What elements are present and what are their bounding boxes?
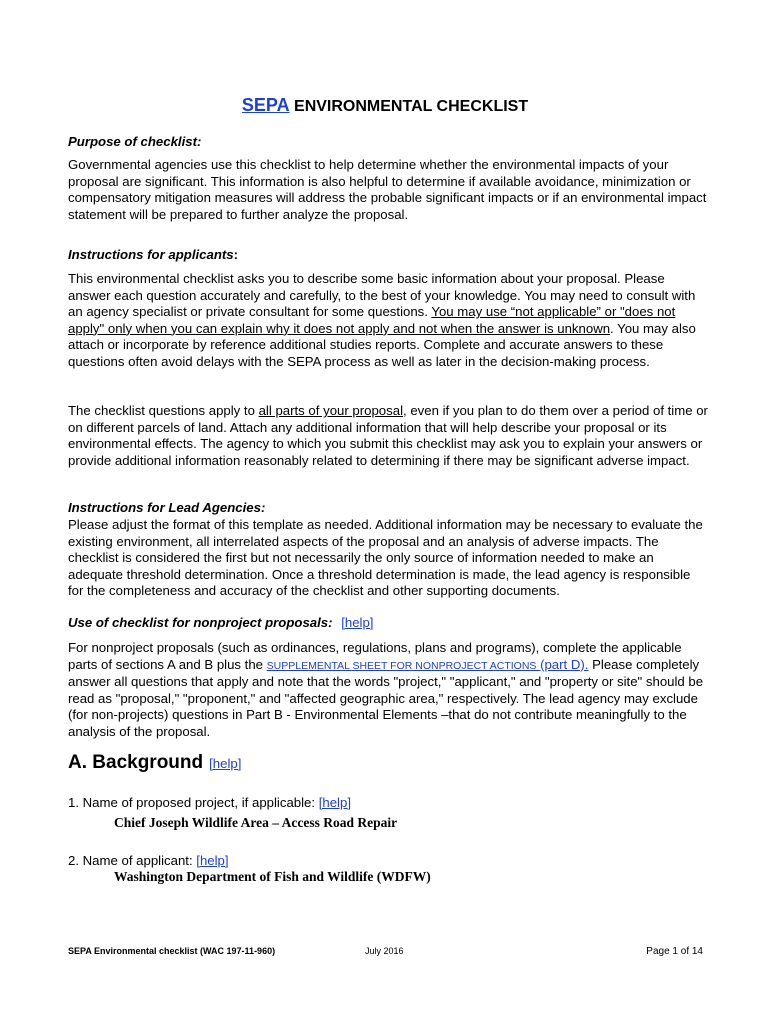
question-2-help-link[interactable]: [help] [196, 853, 229, 868]
question-2-answer: Washington Department of Fish and Wildlife (WDFW) [114, 869, 431, 884]
nonproject-heading: Use of checklist for nonproject proposals: [help] [68, 615, 374, 630]
question-1-answer: Chief Joseph Wildlife Area – Access Road Repair [114, 815, 398, 830]
all-parts-note: all parts of your proposal [258, 403, 403, 418]
question-1-help-link[interactable]: [help] [318, 795, 351, 810]
sepa-link[interactable]: SEPA [241, 95, 290, 115]
part-d-link[interactable]: (part D). [536, 656, 589, 672]
not-applicable-note: You may use “not applicable” or "does not apply" only when you can explain why it does not apply and not when the answer is unknown [68, 304, 676, 336]
footer-date: July 2016 [365, 946, 404, 956]
applicants-paragraph-2: The checklist questions apply to all parts of your proposal, even if you plan to do them over a period of time or on different parcels of land. Attach any additional information that will help describe your proposal or its environmental effects. The agency to which you submit this checklist may ask you to explain your answers or provide additional information reasonably related to determining if there may be significant adverse impact. [68, 403, 708, 468]
purpose-heading: Purpose of checklist: [68, 134, 202, 149]
section-a-help-link[interactable]: [help] [209, 756, 242, 771]
supplemental-sheet-link[interactable]: SUPPLEMENTAL SHEET FOR NONPROJECT ACTIONS [266, 659, 537, 672]
purpose-body: Governmental agencies use this checklist to help determine whether the environmental impacts of your proposal are significant. This information is also helpful to determine if available avoidance, minimization or compensatory mitigation measures will address the probable significant impacts or if an environmental impact statement will be prepared to further analyze the proposal. [68, 157, 707, 222]
applicants-paragraph-1: This environmental checklist asks you to describe some basic information about your proposal. Please answer each question accurately and carefully, to the best of your knowledge. You may need to consult with an agency specialist or private consultant for some questions. You may use “not applicable” or "does not apply" only when you can explain why it does not apply and not when the answer is unknown. You may also attach or incorporate by reference additional studies reports. Complete and accurate answers to these questions often avoid delays with the SEPA process as well as later in the decision-making process. [68, 271, 696, 369]
question-2: 2. Name of applicant: [help] [68, 853, 229, 868]
nonproject-help-link[interactable]: [help] [341, 615, 374, 630]
footer-form-id: SEPA Environmental checklist (WAC 197-11-960) [68, 946, 276, 956]
lead-agencies-body: Please adjust the format of this template as needed. Additional information may be necessary to evaluate the existing environment, all interrelated aspects of the proposal and an analysis of adverse impacts. The checklist is considered the first but not necessarily the only source of information needed to make an adequate threshold determination. Once a threshold determination is made, the lead agency is responsible for the completeness and accuracy of the checklist and other supporting documents. [68, 517, 703, 599]
question-1: 1. Name of proposed project, if applicable: [help] [68, 795, 351, 810]
footer-page-number: Page 1 of 14 [646, 946, 703, 957]
lead-agencies-heading: Instructions for Lead Agencies: [68, 500, 266, 515]
section-a-heading: A. Background [help] [68, 752, 242, 773]
page-title [0, 95, 770, 116]
title-text: ENVIRONMENTAL CHECKLIST [289, 98, 529, 115]
nonproject-body: For nonproject proposals (such as ordinances, regulations, plans and programs), complete the applicable parts of sections A and B plus the SUPPLEMENTAL SHEET FOR NONPROJECT ACTIONS (part D). Please completely answer all questions that apply and note that the words "project," "applicant," and "property or site" should be read as "proposal," "proponent," and "affected geographic area," respectively. The lead agency may exclude (for non-projects) questions in Part B - Environmental Elements –that do not contribute meaningfully to the analysis of the proposal. [68, 640, 704, 739]
applicants-heading: Instructions for applicants: [68, 247, 239, 262]
